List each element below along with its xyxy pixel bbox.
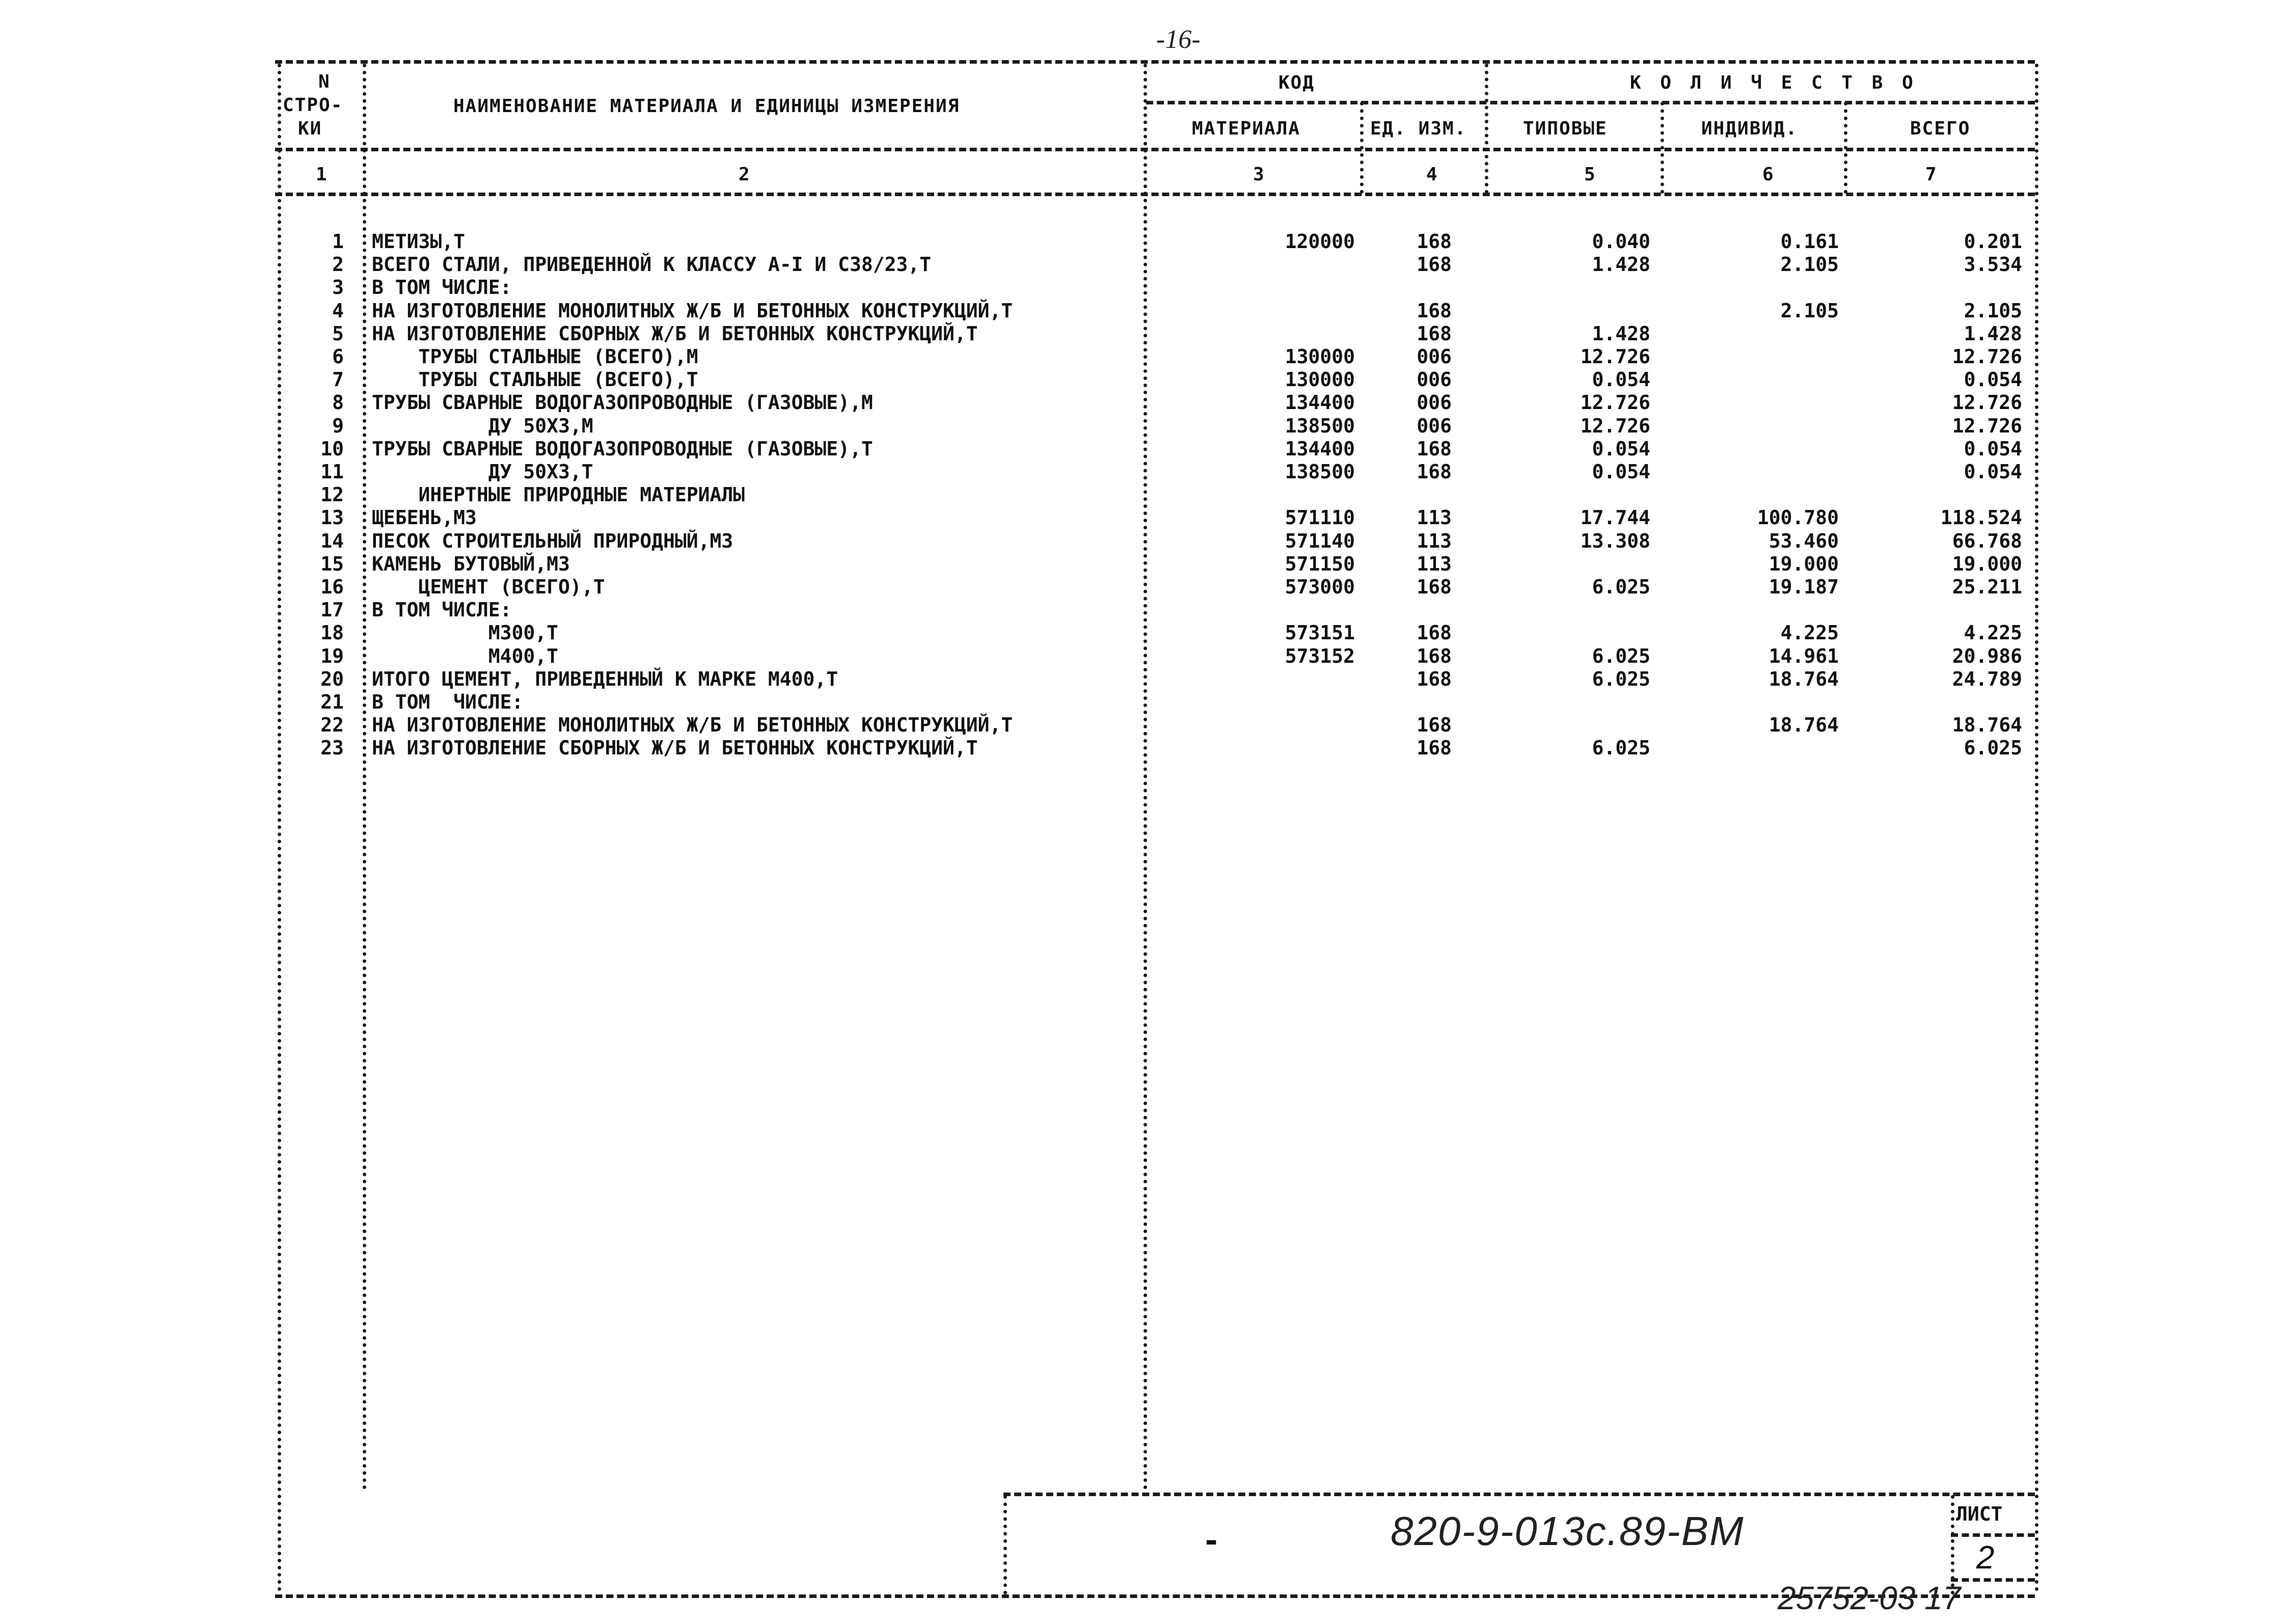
unit-code-cell: 168: [1417, 737, 1452, 760]
material-name-cell: НА ИЗГОТОВЛЕНИЕ МОНОЛИТНЫХ Ж/Б И БЕТОННЫХ КОНСТРУКЦИЙ,Т: [372, 299, 1013, 322]
material-code-cell: 120000: [1285, 230, 1355, 253]
total-qty-cell: 6.025: [1964, 737, 2022, 760]
row-number-cell: 22: [320, 714, 344, 737]
unit-code-cell: 168: [1417, 621, 1452, 644]
unit-code-cell: [1396, 691, 1452, 714]
row-number-cell: 12: [320, 483, 344, 506]
col-number-2: 2: [739, 164, 751, 185]
col-number-7: 7: [1925, 164, 1938, 185]
material-code-cell: 138500: [1285, 414, 1355, 437]
material-name-cell: ДУ 50Х3,Т: [372, 461, 593, 483]
col-separator-5: [1661, 102, 1664, 194]
total-subheader: ВСЕГО: [1910, 118, 1971, 139]
total-qty-cell: 19.000: [1952, 552, 2022, 575]
total-qty-cell: 0.054: [1964, 461, 2022, 483]
total-qty-cell: 12.726: [1952, 414, 2022, 437]
row-num-header-2: СТРО-: [283, 95, 343, 116]
unit-code-cell: 168: [1417, 644, 1452, 667]
name-column-header: НАИМЕНОВАНИЕ МАТЕРИАЛА И ЕДИНИЦЫ ИЗМЕРЕНИЯ: [453, 96, 960, 117]
material-code-cell: 130000: [1285, 368, 1355, 391]
typical-qty-cell: [1528, 483, 1650, 506]
stamp-left-border: [1003, 1495, 1007, 1594]
individual-qty-cell: [1701, 322, 1839, 345]
material-name-cell: ИНЕРТНЫЕ ПРИРОДНЫЕ МАТЕРИАЛЫ: [372, 483, 745, 506]
material-code-cell: [1233, 691, 1355, 714]
individual-qty-cell: [1701, 391, 1839, 414]
typical-subheader: ТИПОВЫЕ: [1523, 118, 1608, 139]
row-number-cell: 8: [332, 391, 344, 414]
typical-qty-cell: [1528, 276, 1650, 299]
individual-subheader: ИНДИВИД.: [1701, 118, 1798, 139]
material-code-cell: 571110: [1285, 506, 1355, 529]
typical-qty-cell: 6.025: [1592, 667, 1650, 690]
unit-code-cell: 168: [1417, 576, 1452, 598]
typical-qty-cell: [1528, 300, 1650, 322]
table-bottom-border: [275, 1594, 2035, 1598]
row-number-cell: 11: [320, 461, 344, 483]
unit-code-cell: 113: [1417, 552, 1452, 575]
row-number-cell: 7: [332, 368, 344, 391]
individual-qty-cell: [1701, 737, 1839, 760]
unit-code-cell: 168: [1417, 461, 1452, 483]
typical-qty-cell: [1528, 691, 1650, 714]
unit-code-cell: 006: [1417, 368, 1452, 391]
material-name-cell: ТРУБЫ СВАРНЫЕ ВОДОГАЗОПРОВОДНЫЕ (ГАЗОВЫЕ),М: [372, 391, 873, 414]
row-number-cell: 14: [320, 529, 344, 552]
material-name-cell: В ТОМ ЧИСЛЕ:: [372, 691, 524, 713]
row-number-cell: 4: [332, 299, 344, 322]
quantity-column-header: К О Л И Ч Е С Т В О: [1630, 72, 1917, 93]
row-number-cell: 13: [320, 506, 344, 529]
individual-qty-cell: 2.105: [1780, 299, 1839, 322]
page-number: -16-: [1156, 25, 1201, 54]
row-number-cell: 9: [332, 414, 344, 437]
material-code-cell: 130000: [1285, 345, 1355, 368]
material-name-cell: М400,Т: [372, 644, 559, 667]
material-code-cell: [1233, 483, 1355, 506]
row-number-cell: 19: [320, 644, 344, 667]
individual-qty-cell: 18.764: [1768, 714, 1839, 737]
row-number-cell: 5: [332, 322, 344, 345]
material-name-cell: КАМЕНЬ БУТОВЫЙ,М3: [372, 552, 570, 575]
total-qty-cell: 0.201: [1964, 230, 2022, 253]
unit-code-cell: 113: [1417, 506, 1452, 529]
typical-qty-cell: 13.308: [1580, 529, 1650, 552]
table-top-border: [275, 60, 2035, 64]
individual-qty-cell: 4.225: [1780, 621, 1839, 644]
stamp-dash: -: [1202, 1523, 1221, 1559]
unit-code-cell: 168: [1417, 230, 1452, 253]
individual-qty-cell: 18.764: [1768, 667, 1839, 690]
material-name-cell: ДУ 50Х3,М: [372, 414, 593, 437]
document-code: 820-9-013с.89-ВМ: [1391, 1508, 1745, 1554]
individual-qty-cell: 53.460: [1768, 529, 1839, 552]
individual-qty-cell: 14.961: [1768, 644, 1839, 667]
unit-code-cell: 113: [1417, 529, 1452, 552]
sheet-box-bottom: [1951, 1578, 2035, 1582]
typical-qty-cell: 1.428: [1592, 322, 1650, 345]
material-name-cell: МЕТИЗЫ,Т: [372, 230, 466, 253]
material-code-cell: [1233, 300, 1355, 322]
row-number-cell: 6: [332, 345, 344, 368]
col-number-1: 1: [316, 164, 328, 185]
total-qty-cell: [1874, 599, 2022, 621]
typical-qty-cell: 12.726: [1580, 345, 1650, 368]
typical-qty-cell: [1528, 599, 1650, 621]
material-name-cell: ЩЕБЕНЬ,М3: [372, 506, 477, 529]
sheet-label: ЛИСТ: [1956, 1503, 2003, 1525]
typical-qty-cell: 6.025: [1592, 737, 1650, 760]
typical-qty-cell: 0.054: [1592, 437, 1650, 460]
material-name-cell: НА ИЗГОТОВЛЕНИЕ СБОРНЫХ Ж/Б И БЕТОННЫХ КОНСТРУКЦИЙ,Т: [372, 737, 978, 760]
row-number-cell: 10: [320, 437, 344, 460]
total-qty-cell: 118.524: [1940, 506, 2022, 529]
col-separator-4: [1485, 64, 1488, 194]
material-name-cell: В ТОМ ЧИСЛЕ:: [372, 276, 512, 299]
material-code-cell: [1233, 714, 1355, 737]
typical-qty-cell: 6.025: [1592, 644, 1650, 667]
col-separator-6: [1844, 102, 1847, 194]
material-code-cell: [1233, 253, 1355, 276]
total-qty-cell: [1874, 691, 2022, 714]
individual-qty-cell: [1701, 438, 1839, 461]
material-name-cell: НА ИЗГОТОВЛЕНИЕ СБОРНЫХ Ж/Б И БЕТОННЫХ КОНСТРУКЦИЙ,Т: [372, 322, 978, 345]
row-number-cell: 23: [320, 737, 344, 760]
individual-qty-cell: [1701, 691, 1839, 714]
material-code-cell: 134400: [1285, 437, 1355, 460]
material-code-cell: 573151: [1285, 621, 1355, 644]
typical-qty-cell: 12.726: [1580, 391, 1650, 414]
row-number-cell: 18: [320, 621, 344, 644]
typical-qty-cell: 6.025: [1592, 576, 1650, 598]
total-qty-cell: 18.764: [1952, 714, 2022, 737]
row-number-cell: 15: [320, 552, 344, 575]
total-qty-cell: 25.211: [1952, 576, 2022, 598]
individual-qty-cell: [1701, 599, 1839, 621]
individual-qty-cell: [1701, 415, 1839, 438]
material-code-cell: 573000: [1285, 576, 1355, 598]
unit-code-cell: 168: [1417, 437, 1452, 460]
typical-qty-cell: [1528, 553, 1650, 576]
material-code-cell: [1233, 599, 1355, 621]
material-name-cell: В ТОМ ЧИСЛЕ:: [372, 599, 512, 621]
unit-code-cell: 168: [1417, 299, 1452, 322]
code-column-header: КОД: [1278, 72, 1315, 93]
unit-subheader: ЕД. ИЗМ.: [1370, 118, 1467, 139]
unit-code-cell: [1396, 599, 1452, 621]
total-qty-cell: 4.225: [1964, 621, 2022, 644]
material-code-cell: [1233, 668, 1355, 691]
material-name-cell: НА ИЗГОТОВЛЕНИЕ МОНОЛИТНЫХ Ж/Б И БЕТОННЫХ КОНСТРУКЦИЙ,Т: [372, 714, 1013, 737]
typical-qty-cell: [1528, 621, 1650, 644]
material-name-cell: ТРУБЫ СВАРНЫЕ ВОДОГАЗОПРОВОДНЫЕ (ГАЗОВЫЕ),Т: [372, 437, 873, 460]
material-code-cell: [1233, 737, 1355, 760]
col-number-5: 5: [1584, 164, 1596, 185]
individual-qty-cell: [1701, 368, 1839, 391]
archive-number: 25752-03 17: [1778, 1580, 1961, 1616]
material-subheader: МАТЕРИАЛА: [1192, 118, 1301, 139]
row-num-header-1: N: [318, 71, 331, 92]
individual-qty-cell: 2.105: [1780, 253, 1839, 276]
sheet-number: 2: [1976, 1539, 1995, 1576]
total-qty-cell: [1874, 483, 2022, 506]
col-separator-2: [1144, 64, 1147, 1490]
individual-qty-cell: [1701, 276, 1839, 299]
row-number-cell: 21: [320, 691, 344, 713]
material-code-cell: 571140: [1285, 529, 1355, 552]
material-name-cell: ТРУБЫ СТАЛЬНЫЕ (ВСЕГО),М: [372, 345, 698, 368]
individual-qty-cell: 19.187: [1768, 576, 1839, 598]
typical-qty-cell: 12.726: [1580, 414, 1650, 437]
right-border: [2035, 64, 2038, 1592]
individual-qty-cell: 0.161: [1780, 230, 1839, 253]
unit-code-cell: 006: [1417, 391, 1452, 414]
row-number-cell: 17: [320, 599, 344, 621]
colnum-bottom-border: [275, 193, 2035, 196]
unit-code-cell: 168: [1417, 714, 1452, 737]
col-number-3: 3: [1253, 164, 1265, 185]
total-qty-cell: [1874, 276, 2022, 299]
unit-code-cell: 006: [1417, 345, 1452, 368]
row-number-cell: 2: [332, 253, 344, 276]
individual-qty-cell: 19.000: [1768, 552, 1839, 575]
row-num-header-3: КИ: [298, 118, 322, 139]
total-qty-cell: 2.105: [1964, 299, 2022, 322]
individual-qty-cell: [1701, 483, 1839, 506]
unit-code-cell: [1396, 276, 1452, 299]
col-number-6: 6: [1762, 164, 1775, 185]
individual-qty-cell: 100.780: [1757, 506, 1839, 529]
material-code-cell: 138500: [1285, 461, 1355, 483]
total-qty-cell: 66.768: [1952, 529, 2022, 552]
material-code-cell: [1233, 276, 1355, 299]
total-qty-cell: 0.054: [1964, 368, 2022, 391]
total-qty-cell: 12.726: [1952, 391, 2022, 414]
typical-qty-cell: 0.054: [1592, 461, 1650, 483]
sheet-box-divider: [1951, 1533, 2035, 1537]
material-name-cell: ЦЕМЕНТ (ВСЕГО),Т: [372, 576, 605, 598]
material-code-cell: 571150: [1285, 552, 1355, 575]
unit-code-cell: 006: [1417, 414, 1452, 437]
material-name-cell: ТРУБЫ СТАЛЬНЫЕ (ВСЕГО),Т: [372, 368, 698, 391]
row-number-cell: 3: [332, 276, 344, 299]
col-number-4: 4: [1426, 164, 1438, 185]
unit-code-cell: 168: [1417, 667, 1452, 690]
left-border: [278, 64, 281, 1592]
typical-qty-cell: 17.744: [1580, 506, 1650, 529]
row-number-cell: 1: [332, 230, 344, 253]
header-bottom-border: [275, 148, 2035, 151]
material-code-cell: [1233, 322, 1355, 345]
total-qty-cell: 0.054: [1964, 437, 2022, 460]
typical-qty-cell: 0.054: [1592, 368, 1650, 391]
header-subdivider: [1146, 101, 2035, 104]
material-name-cell: ВСЕГО СТАЛИ, ПРИВЕДЕННОЙ К КЛАССУ А-I И С38/23,Т: [372, 253, 932, 276]
typical-qty-cell: [1528, 714, 1650, 737]
total-qty-cell: 24.789: [1952, 667, 2022, 690]
individual-qty-cell: [1701, 461, 1839, 483]
material-name-cell: ИТОГО ЦЕМЕНТ, ПРИВЕДЕННЫЙ К МАРКЕ М400,Т: [372, 667, 838, 690]
typical-qty-cell: 1.428: [1592, 253, 1650, 276]
unit-code-cell: 168: [1417, 253, 1452, 276]
col-separator-3: [1360, 102, 1364, 194]
col-separator-1: [363, 64, 366, 1490]
material-code-cell: 134400: [1285, 391, 1355, 414]
row-number-cell: 16: [320, 576, 344, 598]
total-qty-cell: 3.534: [1964, 253, 2022, 276]
typical-qty-cell: 0.040: [1592, 230, 1650, 253]
material-name-cell: ПЕСОК СТРОИТЕЛЬНЫЙ ПРИРОДНЫЙ,М3: [372, 529, 733, 552]
stamp-top-border: [1003, 1493, 2035, 1496]
row-number-cell: 20: [320, 667, 344, 690]
total-qty-cell: 12.726: [1952, 345, 2022, 368]
unit-code-cell: [1396, 483, 1452, 506]
individual-qty-cell: [1701, 345, 1839, 368]
material-code-cell: 573152: [1285, 644, 1355, 667]
total-qty-cell: 1.428: [1964, 322, 2022, 345]
material-name-cell: М300,Т: [372, 621, 559, 644]
unit-code-cell: 168: [1417, 322, 1452, 345]
total-qty-cell: 20.986: [1952, 644, 2022, 667]
